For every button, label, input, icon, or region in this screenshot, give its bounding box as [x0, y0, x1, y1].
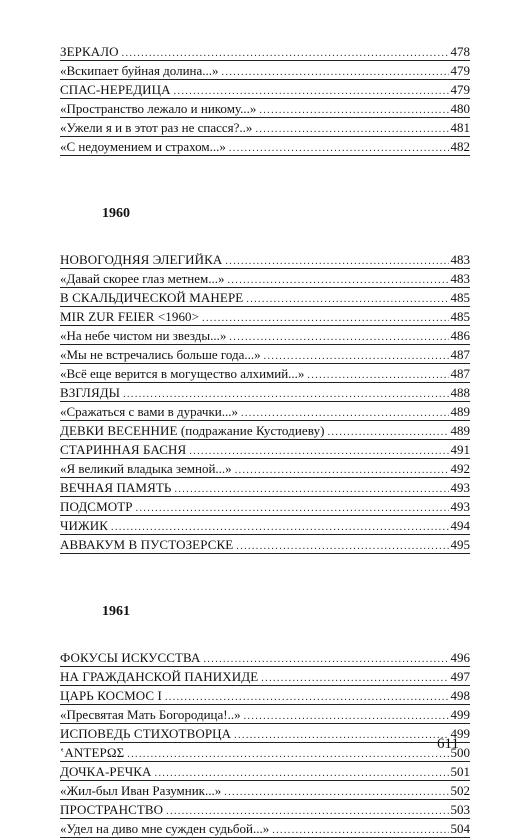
entry-title: «Пресвятая Мать Богородица!..»	[60, 707, 241, 722]
toc-entry	[60, 667, 470, 686]
toc-entry	[60, 743, 470, 762]
toc-entry	[60, 137, 470, 156]
entry-title: «Я великий владыка земной...»	[60, 461, 232, 476]
toc-section-1961	[60, 648, 470, 838]
toc-entry	[60, 269, 470, 288]
entry-list	[60, 42, 470, 156]
toc-entry	[60, 61, 470, 80]
entry-title: «Мы не встречались больше года...»	[60, 347, 261, 362]
entry-title: «Пространство лежало и никому...»	[60, 101, 257, 116]
toc-entry	[60, 705, 470, 724]
entry-title: ДОЧКА-РЕЧКА	[60, 764, 152, 779]
dot-leader	[234, 726, 448, 745]
toc-entry	[60, 288, 470, 307]
entry-page-number: 497	[450, 669, 470, 684]
entry-page-number: 487	[450, 347, 470, 362]
entry-title: ВЗГЛЯДЫ	[60, 385, 121, 400]
toc-entry	[60, 80, 470, 99]
dot-leader	[235, 461, 449, 480]
entry-page-number: 486	[450, 328, 470, 343]
dot-leader	[136, 499, 449, 518]
entry-page-number: 491	[450, 442, 470, 457]
entry-page-number: 504	[450, 821, 470, 836]
entry-page-number: 496	[450, 650, 470, 665]
entry-list	[60, 648, 470, 838]
entry-page-number: 499	[450, 707, 470, 722]
entry-page-number: 483	[450, 271, 470, 286]
toc-entry	[60, 364, 470, 383]
entry-title: ПОДСМОТР	[60, 499, 133, 514]
dot-leader	[228, 271, 449, 290]
entry-page-number: 478	[450, 44, 470, 59]
entry-title: В СКАЛЬДИЧЕСКОЙ МАНЕРЕ	[60, 290, 244, 305]
dot-leader	[307, 366, 448, 385]
entry-title: «Всё еще верится в могущество алхимий...»	[60, 366, 305, 381]
entry-title: СТАРИННАЯ БАСНЯ	[60, 442, 187, 457]
entry-page-number: 483	[450, 252, 470, 267]
toc-entry	[60, 800, 470, 819]
entry-title: «Сражаться с вами в дурачки...»	[60, 404, 238, 419]
entry-page-number: 479	[450, 82, 470, 97]
toc-entry	[60, 781, 470, 800]
toc-entry	[60, 516, 470, 535]
toc-entry	[60, 478, 470, 497]
entry-page-number: 492	[450, 461, 470, 476]
entry-page-number: 495	[450, 537, 470, 552]
dot-leader	[272, 821, 448, 840]
toc-entry	[60, 402, 470, 421]
entry-page-number: 485	[450, 290, 470, 305]
entry-page-number: 501	[450, 764, 470, 779]
entry-page-number: 498	[450, 688, 470, 703]
year-heading-1961: 1961	[102, 604, 130, 619]
dot-leader	[229, 139, 449, 158]
year-heading-1960: 1960	[102, 206, 130, 221]
toc-entry	[60, 345, 470, 364]
dot-leader	[174, 480, 448, 499]
entry-page-number: 493	[450, 480, 470, 495]
page-number: 611	[437, 736, 459, 752]
entry-title: ФОКУСЫ ИСКУССТВА	[60, 650, 201, 665]
entry-title: ЦАРЬ КОСМОС I	[60, 688, 162, 703]
entry-title: АВВАКУМ В ПУСТОЗЕРСКЕ	[60, 537, 234, 552]
entry-page-number: 500	[450, 745, 470, 760]
entry-title: ЧИЖИК	[60, 518, 109, 533]
entry-title: СПАС-НЕРЕДИЦА	[60, 82, 171, 97]
entry-page-number: 488	[450, 385, 470, 400]
entry-title: «С недоумением и страхом...»	[60, 139, 226, 154]
toc-entry	[60, 99, 470, 118]
toc-section-continued	[60, 42, 470, 156]
entry-page-number: 502	[450, 783, 470, 798]
toc-entry	[60, 535, 470, 554]
toc-entry	[60, 326, 470, 345]
entry-title: MIR ZUR FEIER <1960>	[60, 309, 200, 324]
entry-title: «Давай скорее глаз метнем...»	[60, 271, 225, 286]
dot-leader	[261, 669, 448, 688]
toc-entry	[60, 440, 470, 459]
dot-leader	[328, 423, 449, 442]
toc-entry	[60, 686, 470, 705]
entry-page-number: 494	[450, 518, 470, 533]
toc-entry	[60, 383, 470, 402]
dot-leader	[127, 745, 448, 764]
toc-entry	[60, 421, 470, 440]
toc-entry	[60, 648, 470, 667]
dot-leader	[222, 63, 449, 82]
entry-title: «На небе чистом ни звезды...»	[60, 328, 227, 343]
entry-title: «Жил-был Иван Разумник...»	[60, 783, 222, 798]
entry-page-number: 480	[450, 101, 470, 116]
dot-leader	[225, 252, 448, 271]
entry-title: «Ужели я и в этот раз не спасся?..»	[60, 120, 253, 135]
dot-leader	[244, 707, 449, 726]
entry-page-number: 489	[450, 423, 470, 438]
entry-title: ДЕВКИ ВЕСЕННИЕ (подражание Кустодиеву)	[60, 423, 325, 438]
dot-leader	[224, 783, 448, 802]
dot-leader	[255, 120, 448, 139]
toc-section-1960	[60, 250, 470, 554]
entry-title: «Вскипает буйная долина...»	[60, 63, 219, 78]
toc-entry	[60, 762, 470, 781]
entry-page-number: 499	[450, 726, 470, 741]
dot-leader	[236, 537, 448, 556]
toc-entry	[60, 819, 470, 838]
dot-leader	[202, 309, 448, 328]
entry-page-number: 479	[450, 63, 470, 78]
toc-entry	[60, 724, 470, 743]
entry-title: НОВОГОДНЯЯ ЭЛЕГИЙКА	[60, 252, 223, 267]
entry-title: ПРОСТРАНСТВО	[60, 802, 164, 817]
toc-entry	[60, 118, 470, 137]
entry-page-number: 481	[450, 120, 470, 135]
toc-entry	[60, 42, 470, 61]
toc-entry	[60, 250, 470, 269]
entry-title: ʽΑΝΤΕΡΩΣ	[60, 745, 125, 760]
dot-leader	[259, 101, 448, 120]
entry-title: «Удел на диво мне сужден судьбой...»	[60, 821, 270, 836]
table-of-contents	[60, 42, 470, 838]
entry-list	[60, 250, 470, 554]
entry-page-number: 485	[450, 309, 470, 324]
entry-page-number: 503	[450, 802, 470, 817]
dot-leader	[246, 290, 448, 309]
entry-page-number: 489	[450, 404, 470, 419]
entry-title: ЗЕРКАЛО	[60, 44, 119, 59]
entry-title: ВЕЧНАЯ ПАМЯТЬ	[60, 480, 172, 495]
entry-page-number: 482	[450, 139, 470, 154]
entry-page-number: 487	[450, 366, 470, 381]
toc-entry	[60, 497, 470, 516]
entry-title: НА ГРАЖДАНСКОЙ ПАНИХИДЕ	[60, 669, 259, 684]
entry-title: ИСПОВЕДЬ СТИХОТВОРЦА	[60, 726, 232, 741]
entry-page-number: 493	[450, 499, 470, 514]
toc-entry	[60, 307, 470, 326]
toc-entry	[60, 459, 470, 478]
